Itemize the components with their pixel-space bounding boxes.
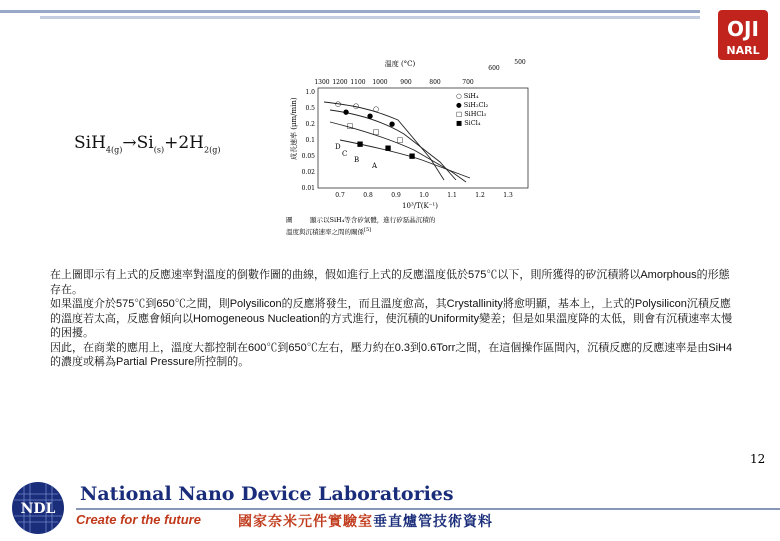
marker-filled-circle: ● [342,108,350,116]
product-si: Si [136,133,154,153]
reactant: SiH [74,133,106,153]
footer-organization [238,511,493,531]
header-stripe-bottom [40,16,700,19]
x-tick: 0.8 [363,192,373,199]
legend-entry: ■ SiCl₄ [456,119,481,127]
y-tick: 1.0 [305,89,315,96]
footer-divider [76,508,780,510]
marker-open-square: □ [372,128,380,136]
x-tick: 0.9 [391,192,401,199]
deposition-rate-figure [280,50,540,250]
marker-filled-circle: ● [366,112,374,120]
x-tick: 1.1 [447,192,457,199]
x-tick: 1.0 [419,192,429,199]
top-tick: 700 [462,79,474,86]
marker-open-circle: ○ [352,102,360,110]
top-axis-label: 溫度 (°C) [384,60,416,68]
y-tick: 0.01 [301,185,315,192]
top-tick: 1200 [332,79,348,86]
top-tick: 1300 [314,79,330,86]
caption-prefix: 圖 [286,216,293,224]
ndl-logo-text: NDL [20,501,56,517]
paragraph-polysilicon: 如果溫度介於575℃到650℃之間，則Polysilicon的反應將發生，而且溫度愈高，其Crystallinity將愈明顯，基本上，上式的Polysilicon沉積反應的溫度若太高，反應會傾向以Homogeneous Nucleation的方式進行，使沉積的Uniformity變差；但是如果溫度降的太低，則會有沉積速率太慢的困擾。 [50,298,733,339]
marker-open-circle: ○ [372,105,380,113]
y-axis-ticks [302,89,316,192]
x-axis-ticks [335,192,513,199]
narl-logo-text: NARL [726,44,760,57]
narl-logo-mark: OJI [727,17,759,41]
marker-filled-square: ■ [384,144,392,152]
curve-label: A [372,162,378,170]
org-name: 國家奈米元件實驗室 [238,514,373,530]
marker-open-square: □ [396,136,404,144]
paragraph-amorphous: 在上圖即示有上式的反應速率對溫度的倒數作圖的曲線，假如進行上式的反應溫度低於575℃以下，則所獲得的矽沉積將以Amorphous的形態存在。 [50,269,730,296]
x-tick: 1.2 [475,192,485,199]
top-tick: 1100 [350,79,366,86]
caption-line-2: 溫度與沉積速率之間的關係[5] [286,227,372,236]
caption-line-1: 顯示以SiH₄等含矽氣體，進行矽磊晶沉積的 [310,216,436,224]
paragraph-commercial: 因此，在商業的應用上，溫度大都控制在600℃到650℃左右，壓力約在0.3到0.6Torr之間，在這個操作區間內，沉積反應的反應速率是由SiH4 的濃度或稱為Partial Pressure所控制的。 [50,341,733,368]
legend-entry: ● SiH₂Cl₂ [456,101,489,109]
legend-entry: ○ SiH₄ [456,92,479,100]
top-tick: 600 [488,65,500,72]
body-text [50,268,740,370]
reaction-equation: $SiH_{4(g)}\to Si_{(s)}+2H_{2(g)}$ [74,133,221,155]
ndl-logo [10,480,66,536]
footer-slogan: Create for the future [76,512,201,527]
y-axis-label: 成長速率 (μm/min) [290,97,298,160]
chart-legend [456,92,489,127]
figure-caption [286,215,436,236]
marker-filled-circle: ● [388,120,396,128]
reaction-arrow: → [122,133,137,153]
y-tick: 0.2 [305,121,315,128]
y-tick: 0.1 [305,137,315,144]
top-tick: 800 [429,79,441,86]
curve-label: C [342,150,348,158]
page-number: 12 [750,452,766,466]
y-tick: 0.02 [301,169,315,176]
plot-frame [318,88,528,188]
marker-filled-square: ■ [408,152,416,160]
marker-filled-square: ■ [356,140,364,148]
footer-title: National Nano Device Laboratories [80,483,454,505]
product-h2: +2H [164,133,204,153]
legend-entry: □ SiHCl₃ [456,110,487,118]
marker-open-square: □ [346,122,354,130]
header-stripe-top [0,10,700,13]
top-tick: 500 [514,59,526,66]
x-axis-label: 10³/T(K⁻¹) [402,202,438,210]
y-tick: 0.05 [301,153,315,160]
marker-open-circle: ○ [334,100,342,108]
top-tick: 1000 [372,79,388,86]
x-tick: 0.7 [335,192,345,199]
curve-label: B [354,156,360,164]
doc-category: 垂直爐管技術資料 [373,514,493,530]
y-tick: 0.5 [305,105,315,112]
x-tick: 1.3 [503,192,513,199]
top-axis-ticks [314,59,526,86]
narl-logo [716,8,770,62]
top-tick: 900 [400,79,412,86]
curve-label: D [335,143,341,151]
